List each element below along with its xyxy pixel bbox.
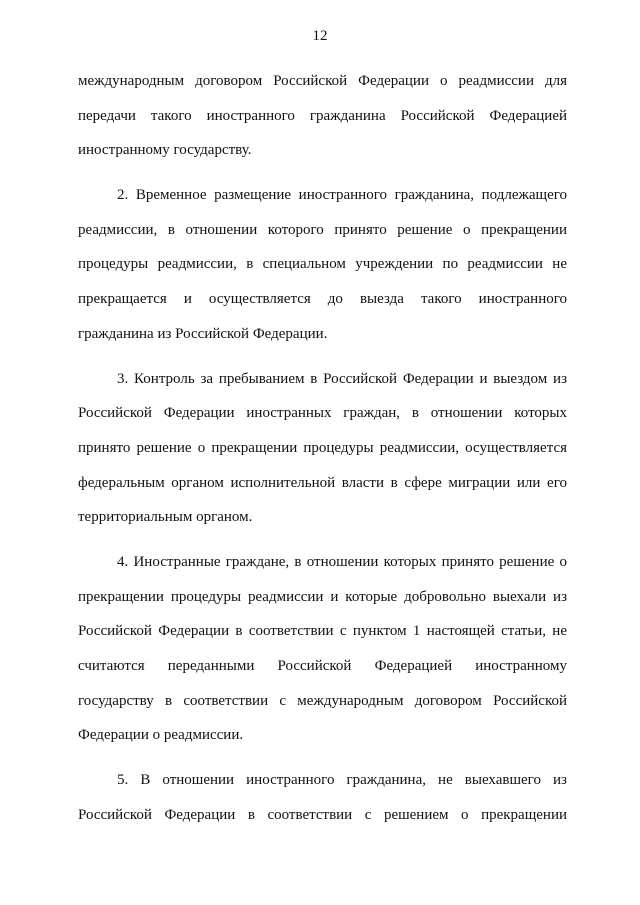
paragraph-2 bbox=[78, 178, 567, 351]
paragraph-4 bbox=[78, 545, 567, 753]
paragraph-gap bbox=[78, 168, 567, 178]
paragraph-gap bbox=[78, 352, 567, 362]
paragraph-line: Федерации о реадмиссии. bbox=[78, 727, 244, 744]
paragraph-line: прекращении процедуры реадмиссии и которые добровольно выехали из bbox=[78, 588, 567, 605]
paragraph-line: считаются переданными Российской Федерацией иностранному bbox=[78, 658, 567, 674]
paragraph-line: принято решение о прекращении процедуры реадмиссии, осуществляется bbox=[78, 439, 567, 456]
paragraph-line: иностранному государству. bbox=[78, 142, 252, 159]
paragraph-line: реадмиссии, в отношении которого принято решение о прекращении bbox=[78, 221, 567, 238]
paragraph-line: международным договором Российской Федерации о реадмиссии для bbox=[78, 73, 567, 89]
paragraph-line: 5. В отношении иностранного гражданина, не выехавшего из bbox=[117, 772, 567, 789]
paragraph-line: 2. Временное размещение иностранного гражданина, подлежащего bbox=[117, 187, 567, 204]
paragraph-line: государству в соответствии с международным договором Российской bbox=[78, 692, 567, 709]
paragraph-line: процедуры реадмиссии, в специальном учреждении по реадмиссии не bbox=[78, 256, 567, 273]
paragraph-line: федеральным органом исполнительной власти в сфере миграции или его bbox=[78, 474, 567, 491]
paragraph-line: Российской Федерации иностранных граждан, в отношении которых bbox=[78, 405, 567, 422]
paragraph-3 bbox=[78, 362, 567, 535]
paragraph-gap bbox=[78, 753, 567, 763]
paragraph-1 bbox=[78, 64, 567, 168]
paragraph-5 bbox=[78, 763, 567, 832]
paragraph-line: передачи такого иностранного гражданина Российской Федерацией bbox=[78, 107, 567, 124]
document-body bbox=[78, 64, 567, 832]
paragraph-line: территориальным органом. bbox=[78, 509, 253, 526]
paragraph-line: прекращается и осуществляется до выезда такого иностранного bbox=[78, 291, 567, 308]
paragraph-line: Российской Федерации в соответствии с решением о прекращении bbox=[78, 806, 567, 823]
paragraph-line: 3. Контроль за пребыванием в Российской Федерации и выездом из bbox=[117, 370, 567, 387]
paragraph-line: Российской Федерации в соответствии с пунктом 1 настоящей статьи, не bbox=[78, 623, 567, 640]
page-number: 12 bbox=[312, 28, 328, 44]
paragraph-line: 4. Иностранные граждане, в отношении которых принято решение о bbox=[117, 553, 567, 570]
paragraph-gap bbox=[78, 535, 567, 545]
paragraph-line: гражданина из Российской Федерации. bbox=[78, 325, 328, 342]
